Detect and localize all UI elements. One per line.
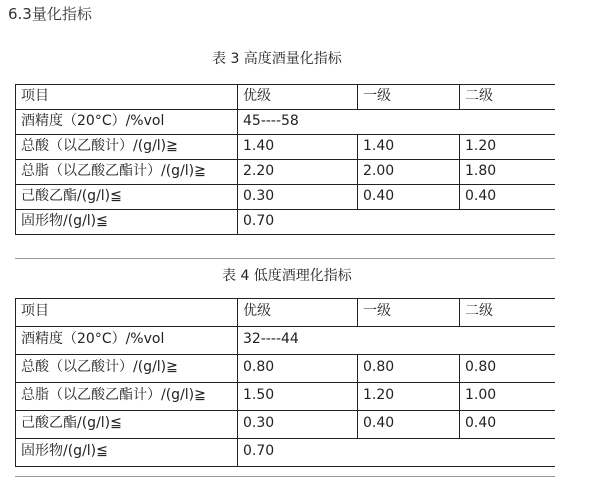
table-row (16, 327, 556, 355)
table-caption: 表 3 高度酒量化指标 (212, 51, 342, 67)
cell-grade-2: 1.80 (460, 160, 556, 185)
cell-grade-1: 0.40 (358, 185, 460, 210)
table-row (16, 160, 556, 185)
low-proof-table (15, 298, 555, 477)
row-item: 己酸乙酯/(g/l)≦ (16, 185, 238, 210)
high-proof-table (15, 84, 555, 259)
cell-grade-2: 1.20 (460, 135, 556, 160)
cell-premium: 1.50 (238, 383, 358, 411)
row-merged-value: 45----58 (238, 110, 556, 135)
table-row (16, 383, 556, 411)
cell-premium: 0.80 (238, 355, 358, 383)
header-grade-2: 二级 (460, 85, 556, 110)
header-item: 项目 (16, 85, 238, 110)
row-merged-value: 0.70 (238, 439, 556, 467)
table-row (16, 210, 556, 235)
cell-premium: 1.40 (238, 135, 358, 160)
cell-grade-1: 1.20 (358, 383, 460, 411)
table-row (16, 411, 556, 439)
header-grade-1: 一级 (358, 85, 460, 110)
table-row (16, 355, 556, 383)
row-item: 固形物/(g/l)≦ (16, 210, 238, 235)
table-row (16, 135, 556, 160)
cell-grade-1: 0.40 (358, 411, 460, 439)
table-header-row (16, 299, 556, 327)
header-grade-1: 一级 (358, 299, 460, 327)
cell-grade-1: 0.80 (358, 355, 460, 383)
table-row (16, 439, 556, 467)
cell-grade-1: 2.00 (358, 160, 460, 185)
row-item: 总脂（以乙酸乙酯计）/(g/l)≧ (16, 383, 238, 411)
header-item: 项目 (16, 299, 238, 327)
table-caption: 表 4 低度酒理化指标 (222, 268, 352, 284)
section-heading: 6.3量化指标 (8, 5, 92, 23)
cell-premium: 0.30 (238, 185, 358, 210)
cell-premium: 0.30 (238, 411, 358, 439)
table-row (16, 185, 556, 210)
cell-grade-2: 0.40 (460, 185, 556, 210)
row-item: 固形物/(g/l)≦ (16, 439, 238, 467)
header-premium: 优级 (238, 299, 358, 327)
header-premium: 优级 (238, 85, 358, 110)
cell-grade-2: 0.40 (460, 411, 556, 439)
table-row (16, 110, 556, 135)
cell-grade-2: 1.00 (460, 383, 556, 411)
row-item: 己酸乙酯/(g/l)≦ (16, 411, 238, 439)
table-header-row (16, 85, 556, 110)
row-item: 总酸（以乙酸计）/(g/l)≧ (16, 355, 238, 383)
cell-grade-1: 1.40 (358, 135, 460, 160)
cell-grade-2: 0.80 (460, 355, 556, 383)
row-merged-value: 32----44 (238, 327, 556, 355)
row-item: 酒精度（20°C）/%vol (16, 110, 238, 135)
row-item: 总酸（以乙酸计）/(g/l)≧ (16, 135, 238, 160)
row-item: 酒精度（20°C）/%vol (16, 327, 238, 355)
row-item: 总脂（以乙酸乙酯计）/(g/l)≧ (16, 160, 238, 185)
cell-premium: 2.20 (238, 160, 358, 185)
header-grade-2: 二级 (460, 299, 556, 327)
row-merged-value: 0.70 (238, 210, 556, 235)
